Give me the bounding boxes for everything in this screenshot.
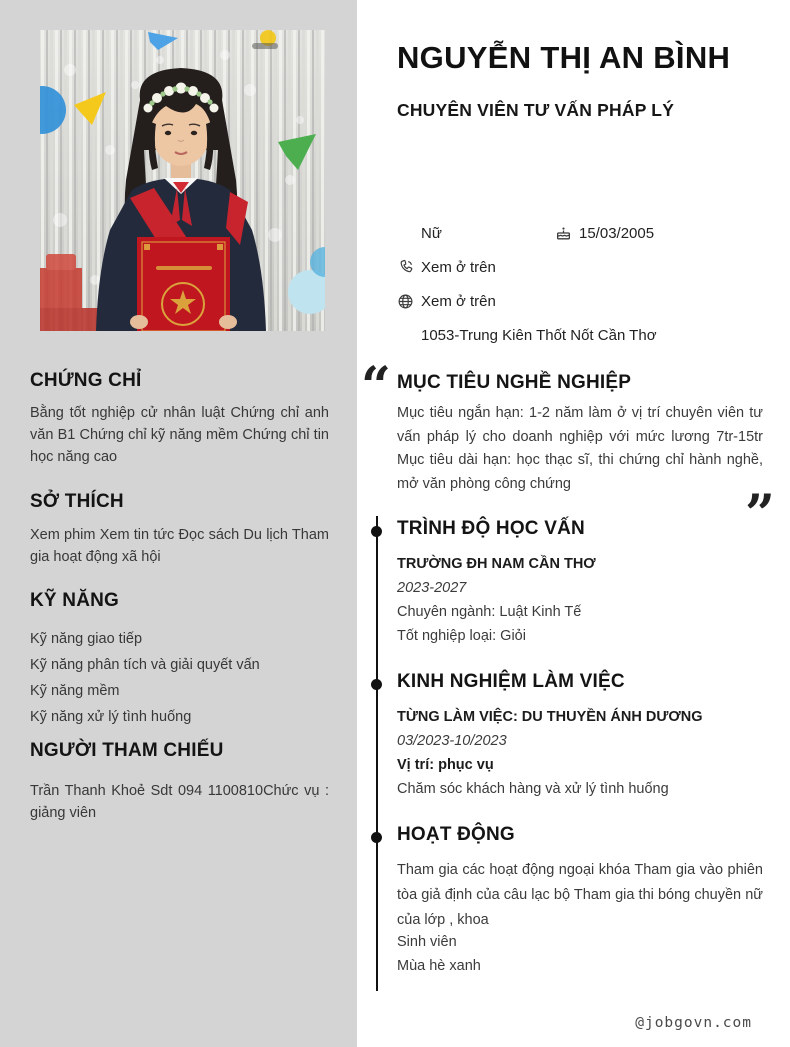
activity-item: Sinh viên bbox=[397, 934, 457, 950]
site-watermark: @jobgovn.com bbox=[635, 1015, 752, 1031]
skill-item: Kỹ năng phân tích và giải quyết vấn bbox=[30, 657, 260, 673]
sidebar bbox=[0, 0, 357, 1047]
skills-list bbox=[30, 626, 329, 730]
info-row-phone bbox=[397, 255, 763, 279]
certificates-body: Bằng tốt nghiệp cử nhân luật Chứng chỉ anh văn B1 Chứng chỉ kỹ năng mềm Chứng chỉ tin học năng cao bbox=[30, 405, 329, 465]
education-grade: Tốt nghiệp loại: Giỏi bbox=[397, 628, 526, 644]
website-value: Xem ở trên bbox=[421, 292, 496, 310]
birthday-icon bbox=[555, 225, 579, 242]
photo-blur-mark bbox=[252, 43, 278, 49]
timeline-bullet-education bbox=[371, 526, 382, 537]
education-period: 2023-2027 bbox=[397, 580, 467, 596]
objective-title: MỤC TIÊU NGHỀ NGHIỆP bbox=[397, 372, 632, 393]
profile-photo-illustration bbox=[40, 30, 325, 331]
full-name: NGUYỄN THỊ AN BÌNH bbox=[397, 40, 731, 75]
globe-icon bbox=[397, 293, 421, 310]
experience-detail: Chăm sóc khách hàng và xử lý tình huống bbox=[397, 781, 669, 797]
hobbies-title: SỞ THÍCH bbox=[30, 491, 124, 512]
timeline-bullet-activities bbox=[371, 832, 382, 843]
certificates-title: CHỨNG CHỈ bbox=[30, 370, 142, 391]
open-quote-icon: “ bbox=[361, 356, 391, 417]
skill-item: Kỹ năng giao tiếp bbox=[30, 631, 143, 647]
close-quote-icon: ” bbox=[745, 484, 775, 545]
gender-value: Nữ bbox=[421, 224, 442, 242]
experience-period: 03/2023-10/2023 bbox=[397, 733, 507, 749]
experience-title: KINH NGHIỆM LÀM VIỆC bbox=[397, 671, 625, 692]
skill-item: Kỹ năng xử lý tình huống bbox=[30, 709, 192, 725]
references-body: Trần Thanh Khoẻ Sdt 094 1100810Chức vụ : giảng viên bbox=[30, 783, 329, 821]
education-major: Chuyên ngành: Luật Kinh Tế bbox=[397, 604, 582, 620]
timeline-line bbox=[376, 516, 378, 991]
activity-item: Mùa hè xanh bbox=[397, 958, 481, 974]
address-value: 1053-Trung Kiên Thốt Nốt Cần Thơ bbox=[421, 326, 657, 344]
timeline-bullet-experience bbox=[371, 679, 382, 690]
experience-position: Vị trí: phục vụ bbox=[397, 757, 494, 773]
phone-icon bbox=[397, 259, 421, 276]
skills-title: KỸ NĂNG bbox=[30, 590, 120, 611]
info-row-website bbox=[397, 289, 763, 313]
education-title: TRÌNH ĐỘ HỌC VẤN bbox=[397, 518, 585, 539]
hobbies-body: Xem phim Xem tin tức Đọc sách Du lịch Tham gia hoạt động xã hội bbox=[30, 527, 329, 565]
job-title: CHUYÊN VIÊN TƯ VẤN PHÁP LÝ bbox=[397, 100, 675, 120]
main-column bbox=[357, 0, 790, 1047]
activities-title: HOẠT ĐỘNG bbox=[397, 824, 515, 845]
birthday-value: 15/03/2005 bbox=[579, 224, 655, 242]
phone-value: Xem ở trên bbox=[421, 258, 496, 276]
references-title: NGƯỜI THAM CHIẾU bbox=[30, 740, 224, 761]
experience-employer: TỪNG LÀM VIỆC: DU THUYỀN ÁNH DƯƠNG bbox=[397, 709, 703, 725]
education-school: TRƯỜNG ĐH NAM CẦN THƠ bbox=[397, 556, 596, 572]
activities-body: Tham gia các hoạt động ngoại khóa Tham gia vào phiên tòa giả định của câu lạc bộ Tham gia thi bóng chuyền nữ của lớp , khoa bbox=[397, 862, 763, 928]
objective-body: Mục tiêu ngắn hạn: 1-2 năm làm ở vị trí chuyên viên tư vấn pháp lý cho doanh nghiệp với mức lương 7tr-15tr Mục tiêu dài hạn: học thạc sĩ, thi chứng chỉ hành nghề, mở văn phòng công chứng bbox=[397, 405, 763, 492]
profile-photo bbox=[40, 30, 325, 331]
info-row-address bbox=[397, 323, 763, 347]
info-row-gender-birthday bbox=[397, 221, 763, 245]
skill-item: Kỹ năng mềm bbox=[30, 683, 120, 699]
diploma-folder bbox=[137, 237, 230, 331]
